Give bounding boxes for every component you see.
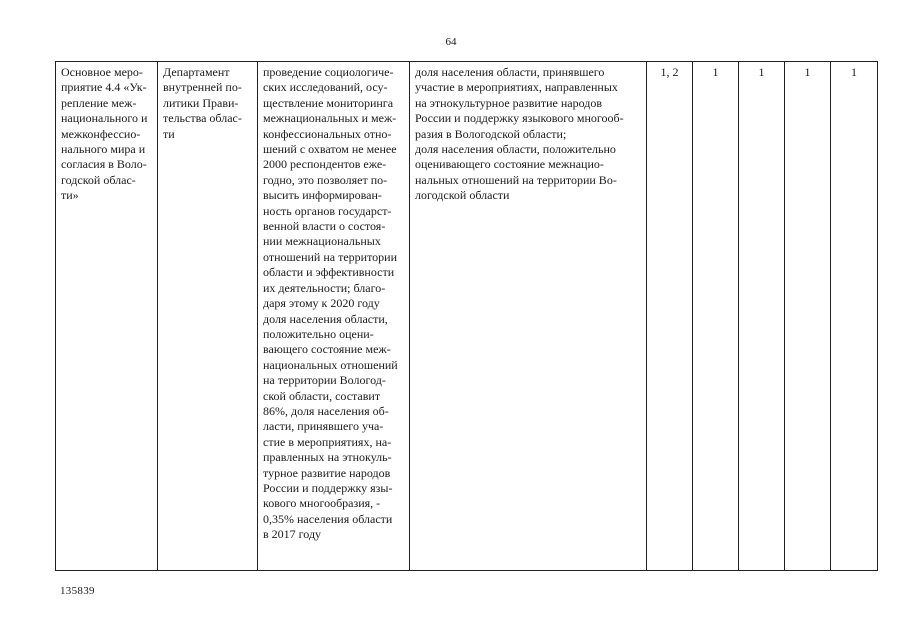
text-line: нального мира и: [61, 142, 146, 157]
measure-name-cell: [56, 62, 158, 571]
text-line: ской области, составит: [263, 388, 381, 403]
mark-cell-2: [739, 62, 785, 571]
text-line: 86%, доля населения об-: [263, 403, 389, 418]
text-line: репление меж-: [61, 95, 137, 110]
text-line: литики Прави-: [163, 95, 239, 110]
text-line: ласти, принявшего уча-: [263, 419, 384, 434]
text-line: вающего состояние меж-: [263, 342, 391, 357]
text-line: внутренней по-: [163, 80, 242, 95]
expected-result-text: [263, 65, 406, 543]
text-line: доля населения области,: [263, 311, 388, 326]
text-line: межнациональных и меж-: [263, 111, 397, 126]
mark-cell-1: [693, 62, 739, 571]
text-line: участие в мероприятиях, направленных: [415, 80, 618, 95]
indicators-text: [415, 65, 643, 204]
mark-value-4: 1: [851, 65, 857, 79]
text-line: 0,35% населения области: [263, 511, 393, 526]
text-line: даря этому к 2020 году: [263, 296, 380, 311]
indicators-cell: [410, 62, 647, 571]
text-line: на этнокультурное развитие народов: [415, 95, 603, 110]
text-line: Департамент: [163, 65, 230, 79]
mark-cell-3: [785, 62, 831, 571]
text-line: нальных отношений на территории Во-: [415, 172, 617, 187]
mark-cell-4: [831, 62, 878, 571]
text-line: нии межнациональных: [263, 234, 381, 249]
mark-value-3: 1: [804, 65, 811, 79]
text-line: тельства облас-: [163, 111, 242, 126]
text-line: оценивающего состояние межнацио-: [415, 157, 604, 172]
tasks-cell: [647, 62, 693, 571]
text-line: ществление мониторинга: [263, 95, 394, 110]
text-line: ти»: [61, 188, 79, 203]
text-line: кового многообразия, -: [263, 496, 381, 511]
text-line: турное развитие народов: [263, 465, 391, 480]
text-line: годской облас-: [61, 172, 136, 187]
text-line: правленных на этнокуль-: [263, 450, 392, 465]
text-line: их деятельности; благо-: [263, 280, 386, 295]
text-line: Основное меро-: [61, 65, 143, 79]
text-line: межконфессио-: [61, 126, 141, 141]
text-line: России и поддержку язы-: [263, 480, 393, 495]
executor-text: [163, 65, 254, 142]
program-measures-table: [55, 61, 878, 571]
text-line: ских исследований, осу-: [263, 80, 388, 95]
text-line: отношений на территории: [263, 249, 398, 264]
text-line: венной власти о состоя-: [263, 219, 386, 234]
mark-value-1: 1: [712, 65, 719, 79]
text-line: ность органов государст-: [263, 203, 392, 218]
page-number: 64: [445, 36, 457, 48]
text-line: шений с охватом не менее: [263, 142, 397, 157]
text-line: согласия в Воло-: [61, 157, 147, 172]
text-line: на территории Вологод-: [263, 373, 386, 388]
text-line: разия в Вологодской области;: [415, 126, 567, 141]
tasks-value: 1, 2: [660, 65, 679, 79]
text-line: годно, это позволяет по-: [263, 172, 388, 187]
text-line: 2000 респондентов еже-: [263, 157, 387, 172]
text-line: конфессиональных отно-: [263, 126, 392, 141]
text-line: положительно оцени-: [263, 326, 374, 341]
text-line: приятие 4.4 «Ук-: [61, 80, 147, 95]
text-line: проведение социологиче-: [263, 65, 394, 79]
measure-name-text: [61, 65, 154, 204]
text-line: в 2017 году: [263, 527, 322, 542]
text-line: России и поддержку языкового многооб-: [415, 111, 624, 126]
expected-result-cell: [258, 62, 410, 571]
text-line: национального и: [61, 111, 148, 126]
text-line: доля населения области, положительно: [415, 142, 616, 157]
mark-value-2: 1: [758, 65, 765, 79]
text-line: национальных отношений: [263, 357, 398, 372]
table-row: [56, 62, 878, 571]
text-line: стие в мероприятиях, на-: [263, 434, 392, 449]
text-line: высить информирован-: [263, 188, 382, 203]
text-line: доля населения области, принявшего: [415, 65, 605, 79]
text-line: логодской области: [415, 188, 510, 203]
document-id: 135839: [60, 585, 95, 597]
text-line: области и эффективности: [263, 265, 395, 280]
text-line: ти: [163, 126, 175, 141]
executor-cell: [158, 62, 258, 571]
